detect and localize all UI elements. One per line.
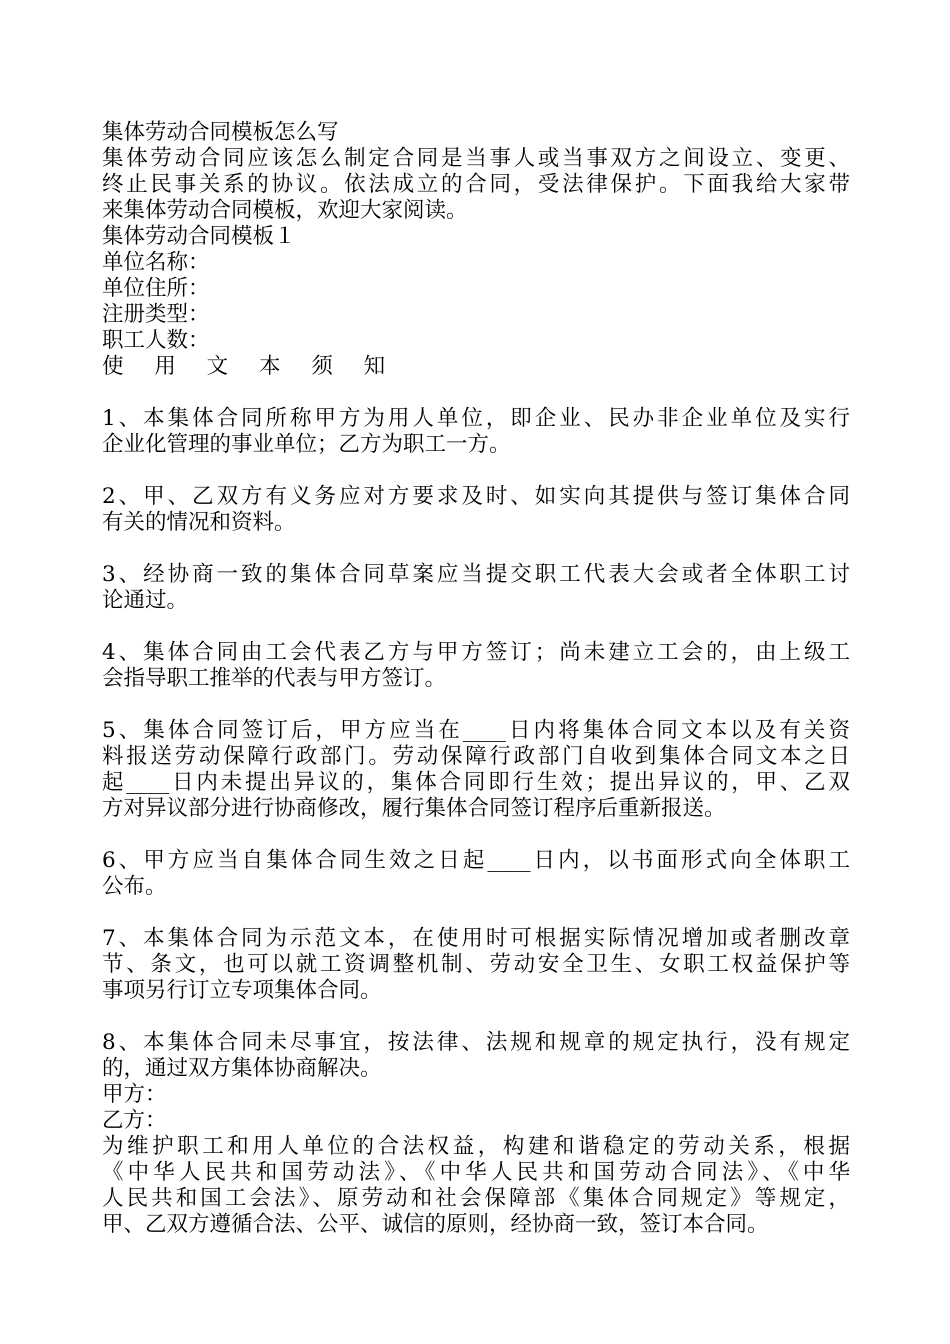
closing-line: 为维护职工和用人单位的合法权益，构建和谐稳定的劳动关系，根据 bbox=[102, 1134, 850, 1159]
item-line: 1、本集体合同所称甲方为用人单位，即企业、民办非企业单位及实行 bbox=[102, 406, 850, 431]
item-line: 4、集体合同由工会代表乙方与甲方签订；尚未建立工会的，由上级工 bbox=[102, 640, 850, 665]
item-line: 2、甲、乙双方有义务应对方要求及时、如实向其提供与签订集体合同 bbox=[102, 484, 850, 509]
closing-line: 《中华人民共和国劳动法》、《中华人民共和国劳动合同法》、《中华 bbox=[102, 1160, 850, 1185]
field-unit-name: 单位名称： bbox=[102, 250, 210, 275]
intro-line: 终止民事关系的协议。依法成立的合同，受法律保护。下面我给大家带 bbox=[102, 172, 850, 197]
notice-heading: 使 用 文 本 须 知 bbox=[102, 354, 398, 379]
field-employee-count: 职工人数： bbox=[102, 328, 210, 353]
closing-line: 甲、乙双方遵循合法、公平、诚信的原则，经协商一致，签订本合同。 bbox=[102, 1212, 769, 1237]
item-line: 3、经协商一致的集体合同草案应当提交职工代表大会或者全体职工讨 bbox=[102, 562, 850, 587]
item-line: 8、本集体合同未尽事宜，按法律、法规和规章的规定执行，没有规定 bbox=[102, 1030, 850, 1055]
notice-item-5 bbox=[102, 718, 850, 822]
notice-item-4 bbox=[102, 640, 850, 692]
intro-line: 集体劳动合同应该怎么制定合同是当事人或当事双方之间设立、变更、 bbox=[102, 146, 850, 171]
paragraph-gap bbox=[102, 692, 850, 718]
notice-item-8 bbox=[102, 1030, 850, 1082]
item-line: 企业化管理的事业单位；乙方为职工一方。 bbox=[102, 432, 511, 457]
item-line: 起____日内未提出异议的，集体合同即行生效；提出异议的，甲、乙双 bbox=[102, 770, 850, 795]
intro-line: 来集体劳动合同模板，欢迎大家阅读。 bbox=[102, 198, 468, 223]
item-line: 7、本集体合同为示范文本，在使用时可根据实际情况增加或者删改章 bbox=[102, 926, 850, 951]
item-line: 节、条文，也可以就工资调整机制、劳动安全卫生、女职工权益保护等 bbox=[102, 952, 850, 977]
paragraph-gap bbox=[102, 900, 850, 926]
notice-item-7 bbox=[102, 926, 850, 1004]
item-line: 事项另行订立专项集体合同。 bbox=[102, 978, 382, 1003]
field-registration-type: 注册类型： bbox=[102, 302, 210, 327]
field-unit-address: 单位住所： bbox=[102, 276, 210, 301]
paragraph-gap bbox=[102, 614, 850, 640]
document-title: 集体劳动合同模板怎么写 bbox=[102, 120, 339, 145]
template-subtitle: 集体劳动合同模板１ bbox=[102, 224, 296, 249]
closing-line: 人民共和国工会法》、原劳动和社会保障部《集体合同规定》等规定， bbox=[102, 1186, 850, 1211]
paragraph-gap bbox=[102, 822, 850, 848]
notice-item-6 bbox=[102, 848, 850, 900]
paragraph-gap bbox=[102, 536, 850, 562]
item-line: 的，通过双方集体协商解决。 bbox=[102, 1056, 382, 1081]
item-line: 5、集体合同签订后，甲方应当在____日内将集体合同文本以及有关资 bbox=[102, 718, 850, 743]
paragraph-gap bbox=[102, 380, 850, 406]
closing-paragraph bbox=[102, 1134, 850, 1238]
item-line: 料报送劳动保障行政部门。劳动保障行政部门自收到集体合同文本之日 bbox=[102, 744, 850, 769]
item-line: 会指导职工推举的代表与甲方签订。 bbox=[102, 666, 447, 691]
party-b-label: 乙方： bbox=[102, 1108, 167, 1133]
item-line: 方对异议部分进行协商修改，履行集体合同签订程序后重新报送。 bbox=[102, 796, 726, 821]
notice-item-3 bbox=[102, 562, 850, 614]
item-line: 论通过。 bbox=[102, 588, 189, 613]
document-body bbox=[102, 120, 850, 1238]
party-a-label: 甲方： bbox=[102, 1082, 167, 1107]
notice-item-2 bbox=[102, 484, 850, 536]
item-line: 有关的情况和资料。 bbox=[102, 510, 296, 535]
paragraph-gap bbox=[102, 1004, 850, 1030]
item-line: 公布。 bbox=[102, 874, 167, 899]
paragraph-gap bbox=[102, 458, 850, 484]
notice-item-1 bbox=[102, 406, 850, 458]
item-line: 6、甲方应当自集体合同生效之日起____日内，以书面形式向全体职工 bbox=[102, 848, 850, 873]
